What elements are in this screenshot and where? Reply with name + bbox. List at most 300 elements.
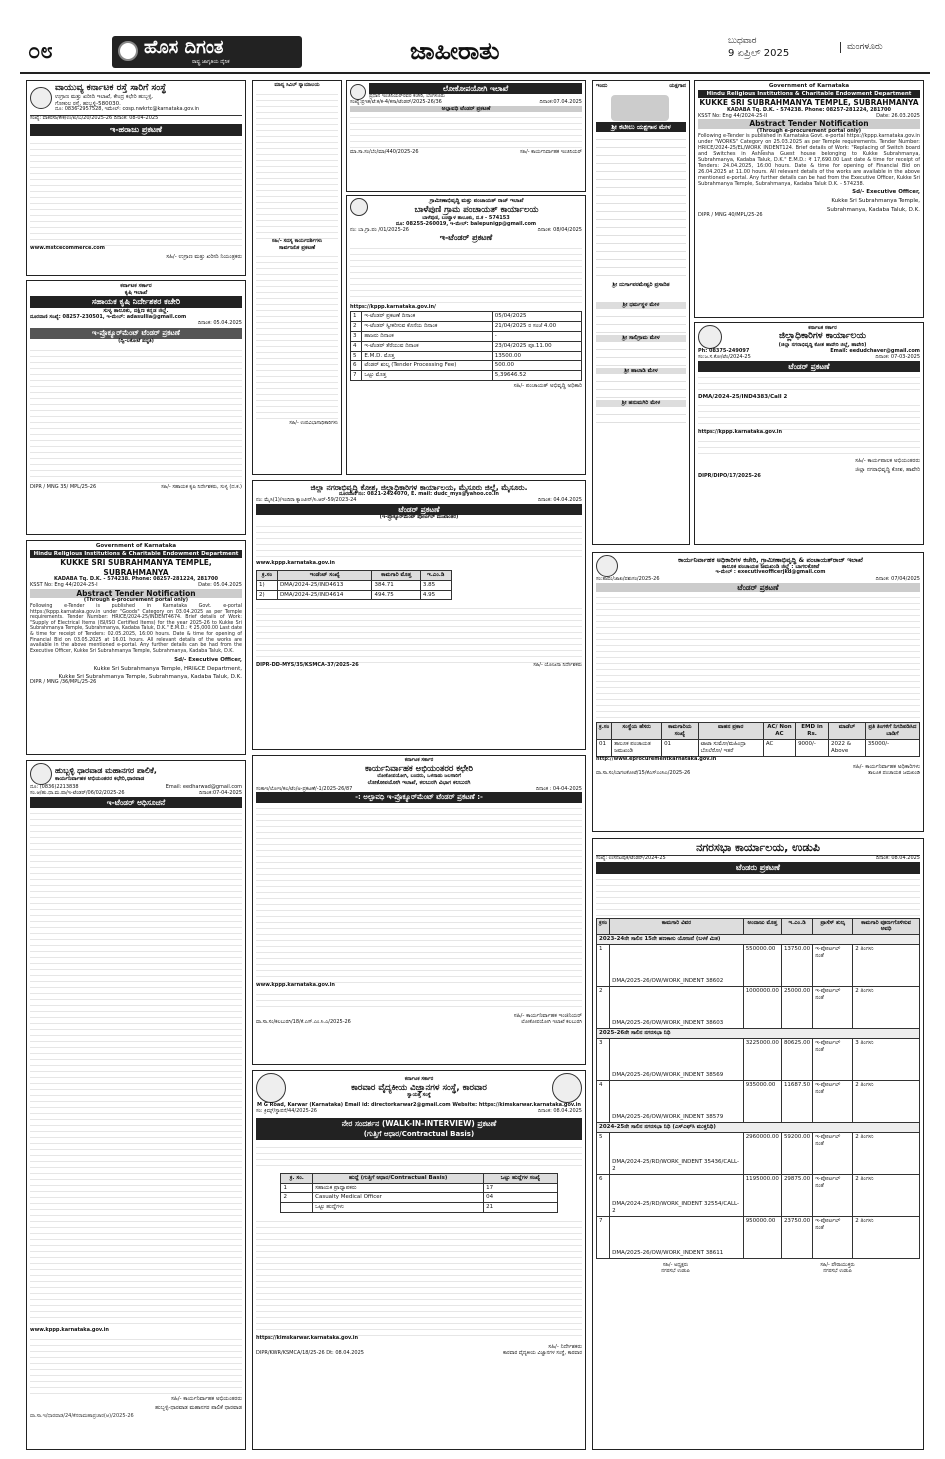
ad-body [256, 521, 582, 561]
table-cell: 550000.00 [743, 945, 781, 987]
table-cell: 384.71 [372, 580, 420, 590]
ad-signature-line2: ಲೋಕೋಪಯೋಗಿ ಇಲಾಖೆ ಕಲಬುರಗಿ [521, 1018, 582, 1025]
kukke-temple-goods-tender-ad [26, 540, 246, 755]
commissioner-office: ನಗರಸಭೆ ಉಡುಪಿ [823, 1267, 852, 1274]
table-cell: 3 [351, 331, 362, 341]
ad-date: ದಿನಾಂಕ: 08.04.2025 [875, 854, 920, 861]
table-cell: 01 [662, 739, 699, 756]
table-cell: 23750.00 [781, 1216, 812, 1258]
table-cell: AC [763, 739, 795, 756]
notice-heading: -: ಅಲ್ಪಾವಧಿ ಇ-ಪ್ರೊಕ್ಯೂರ್‌ಮೆಂಟ್ ಟೆಂಡರ್ ಪ್ರಕಟಣೆ :- [256, 792, 582, 803]
table-cell: 21 [484, 1203, 557, 1213]
table-cell: 21/04/2025 ರ ಸಂಜೆ 4.00 [492, 321, 581, 331]
table-cell: ಇ-ಟೆಂಡರ್ ಪ್ರಕಟಣೆ ದಿನಾಂಕ [362, 312, 492, 322]
ad-footer: ವಾ.ಸಾ.ಸಂ/ಬಾಗಲಕೋಟೆ/15/ಕೆಎಸ್‌ಎಂಸಿಎ/2025-26 [596, 770, 691, 777]
notice-subheading: (ಇ-ಪ್ರೊಕ್ಯೂರ್‌ಮೆಂಟ್ ಪೋರ್ಟಲ್ ಮುಖಾಂತರ) [379, 514, 459, 521]
table-cell: 2 ತಿಂಗಳು [853, 987, 920, 1029]
table-cell: 500.00 [492, 361, 581, 371]
troupe-item-4: ಶ್ರೀ ಹಾಲಾಡಿ ಮೇಳ [596, 368, 686, 375]
masthead [20, 36, 930, 72]
notice-heading: ಇ-ಪ್ರೊಕ್ಯೂರ್‌ಮೆಂಟ್ ಟೆಂಡರ್ ಪ್ರಕಟಣೆ [30, 328, 242, 339]
notice-subheading: (ದ್ವಿ-ಲಕೋಟೆ ಪದ್ಧತಿ) [118, 338, 154, 345]
ad-title: ಲೋಕೋಪಯೋಗಿ ಇಲಾಖೆ [369, 83, 582, 94]
table-cell: DMA/2024-25/RD/WORK_INDENT 32554/CALL-2 [610, 1174, 744, 1216]
balepuni-gp-tender-ad [346, 195, 586, 475]
table-header-cell: ಕಾಮಗಾರಿ ಮೊತ್ತ [372, 570, 420, 580]
table-header-cell: ಇಂಡೆಂಟ್ ಸಂಖ್ಯೆ [277, 570, 372, 580]
ad-date: ದಿನಾಂಕ: 08/04/2025 [537, 226, 582, 233]
notice-heading: Abstract Tender Notification [698, 119, 920, 128]
notice-heading: ನೇರ ಸಂದರ್ಶನ (WALK-IN-INTERVIEW) ಪ್ರಕಟಣೆ [256, 1118, 582, 1129]
works-tender-table [596, 918, 920, 1259]
ad-subtitle: KADABA Tq. D.K. - 574238. Phone: 08257-281224, 281700 [727, 106, 891, 113]
notice-heading: ಟೆಂಡರ್ ಪ್ರಕಟಣೆ [256, 504, 582, 515]
table-header-cell: ವಾಹನ ಪ್ರಕಾರ [698, 723, 763, 740]
ad-subtitle-2: ಲೋಕೋಪಯೋಗಿ ಇಲಾಖೆ, ಕಲಬುರಗಿ ವಿಭಾಗ ಕಲಬುರಗಿ [367, 780, 471, 787]
table-cell: 1) [257, 580, 278, 590]
ad-subtitle: ತಾಲೂಕ ಪಂಚಾಯತ ಜಮಖಂಡಿ ಜಿಲ್ಲೆ : ಬಾಗಲಕೋಟೆ [721, 563, 820, 570]
table-cell: 3.85 [420, 580, 451, 590]
ad-body [256, 803, 582, 983]
table-cell: 80625.00 [781, 1039, 812, 1081]
masthead-rule [20, 72, 930, 74]
table-header-cell: ಪ್ರತಿ ತಿಂಗಳಿಗೆ ನಿಗದಿಪಡಿಸಿದ ಬಾಡಿಗೆ [865, 723, 919, 740]
ad-signature: ಸಹಿ/- ಕಾರ್ಯನಿರ್ವಾಹಕ ಇಂಜಿನಿಯರ್ [519, 149, 582, 156]
ad-title: KUKKE SRI SUBRAHMANYA TEMPLE, SUBRAHMANYA [699, 98, 919, 108]
table-header-cell: AC/ Non AC [763, 723, 795, 740]
table-cell: DMA/2025-26/OW/WORK_INDENT 38602 [610, 945, 744, 987]
table-cell: ಇ-ಪೋರ್ಟಲ್ ನಂತೆ [813, 1039, 853, 1081]
table-group-row [597, 1029, 920, 1039]
table-cell: E.M.D. ಮೊತ್ತ [362, 351, 492, 361]
table-cell: 935000.00 [743, 1081, 781, 1123]
table-cell: 1 [351, 312, 362, 322]
table-cell: ಇ-ಪೋರ್ಟಲ್ ನಂತೆ [813, 1132, 853, 1174]
ad-subtitle: ಪ್ರಧಾನ ಇಂಜಿನಿಯರ್‌ರವರ ಕಚೇರಿ, ಬೆಂಗಳೂರು [369, 93, 445, 100]
ad-ref: ಸಂ: ಕ್ರಿಮ್ಸ್/ಸ್ಥಾಪನೆ/44/2025-26 [256, 1107, 317, 1114]
notice-heading: ಇ-ಹರಾಜು ಪ್ರಕಟಣೆ [30, 124, 242, 136]
ad-title: ಜಿಲ್ಲಾ ನಗರಾಭಿವೃದ್ಧಿ ಕೋಶ, ಜಿಲ್ಲಾಧಿಕಾರಿಗಳ ಕಾರ್ಯಾಲಯ, ಮೈಸೂರು ಜಿಲ್ಲೆ, ಮೈಸೂರು. [310, 483, 528, 492]
ad-email: ಇ-ಮೇಲ್ : executiveofficerjkd@gmail.com [715, 569, 826, 576]
ad-email: Email: eedharwad@gmail.com [165, 784, 242, 790]
table-row [281, 1183, 557, 1193]
table-header-cell: ಕ್ರ.ಸಂ [257, 570, 278, 580]
table-cell: 2 ತಿಂಗಳು [853, 1132, 920, 1174]
govt-emblem-icon [698, 325, 722, 349]
table-cell: 3225000.00 [743, 1039, 781, 1081]
notice-heading: ಸಾರ್ವಜನಿಕ ಪ್ರಕಟಣೆ [278, 244, 316, 251]
table-cell: ಟಾಟಾ ಸುಮೋ/ಮಹಿಂದ್ರಾ ಬೊಲೆರೋ/ ಇತರೆ [698, 739, 763, 756]
table-header-cell: ಕಾಮಗಾರಿ ವಿವರ [610, 918, 744, 935]
ad-body [30, 345, 242, 485]
table-group-label: 2024-25ನೇ ಸಾಲಿನ ನಗರಸಭಾ ನಿಧಿ (ಎಸ್‌ಎಫ್‌ಸಿ ಮುಕ್ತನಿಧಿ) [597, 1123, 920, 1133]
ad-title: ವಾಯುವ್ಯ ಕರ್ನಾಟಕ ರಸ್ತೆ ಸಾರಿಗೆ ಸಂಸ್ಥೆ [55, 83, 167, 93]
table-header-cell: ಅಂದಾಜು ಮೊತ್ತ [743, 918, 781, 935]
ad-govt: Government of Karnataka [95, 543, 177, 549]
ad-body [350, 243, 582, 305]
ad-email: Email: eedudchaver@gmail.com [830, 348, 920, 354]
table-cell: 4 [597, 1081, 610, 1123]
table-cell: 6 [351, 361, 362, 371]
haveri-dudc-tender-ad [694, 322, 924, 545]
kukke-temple-works-tender-ad [694, 80, 924, 318]
table-cell: ಇ-ಪೋರ್ಟಲ್ ನಂತೆ [813, 987, 853, 1029]
table-cell: DMA/2025-26/OW/WORK_INDENT 38569 [610, 1039, 744, 1081]
ad-date: ದಿನಾಂಕ: 08.04.2025 [537, 1107, 582, 1114]
troupe-item-1: ಶ್ರೀ ದುರ್ಗಾಪರಮೇಶ್ವರಿ ಪ್ರಸಾದಿತ [612, 281, 670, 288]
section-title: ಜಾಹೀರಾತು [410, 37, 500, 65]
commissioner-signature: ಸಹಿ/- ಪೌರಾಯುಕ್ತರು [820, 1261, 855, 1268]
ad-govt: Government of Karnataka [768, 83, 850, 89]
ad-body [256, 1142, 582, 1170]
table-row [257, 590, 452, 600]
notice-heading: ಟೆಂಡರು ಪ್ರಕಟಣೆ [596, 862, 920, 874]
yakshagana-listing [592, 80, 690, 545]
ad-ref: ಸಂಖ್ಯೆ: ವಾಕರಸಾ/ಕೇಕ/ಉ/ಖ/ಬ/20/2025-26 ದಿನಾಂಕ: 08-04-2025 [30, 115, 242, 122]
ad-body-tail [256, 603, 582, 663]
ad-title: ಕಾರ್ಯನಿರ್ವಾಹಕ ಅಧಿಕಾರಿಗಳ ಕಚೇರಿ, ಗ್ರಾಮೀಣಾಭಿವೃದ್ಧಿ & ಪಂಚಾಯತ್‌ರಾಜ್ ಇಲಾಖೆ [678, 555, 863, 564]
table-cell: 2) [257, 590, 278, 600]
notice-heading: ಅಲ್ಪಾವಧಿ ಟೆಂಡರ್ ಪ್ರಕಟಣೆ [350, 106, 582, 113]
tender-schedule-table [350, 311, 582, 381]
paper-logo [112, 36, 302, 68]
troupe-title: ಶ್ರೀ ಕಟೀಲು ಯಕ್ಷಗಾನ ಮೇಳ [596, 122, 686, 132]
dipr-number: DIPR/DIPO/17/2025-26 [698, 472, 761, 479]
troupe-item-5: ಶ್ರೀ ಹನುಮಗಿರಿ ಮೇಳ [596, 400, 686, 407]
table-row [281, 1193, 557, 1203]
table-cell: 2 ತಿಂಗಳು [853, 1174, 920, 1216]
ad-phone: ದೂ: (0836)2213838 [30, 784, 79, 790]
table-cell: 6 [597, 1174, 610, 1216]
ad-ref: ಸಂಖ್ಯೆ:ಪ್ರಇಕ/ಟೆ:ಕ/ಕ-4/ಕಸಾ/ಟೆಂಡರ್/2025-26/36 [350, 99, 442, 106]
table-cell: ಇ-ಟೆಂಡರ್ ತೆರೆಯುವ ದಿನಾಂಕ [362, 341, 492, 351]
table-cell: ಸಹಾಯಕ ಪ್ರಾಧ್ಯಾಪಕರು [313, 1183, 484, 1193]
ad-body: Following e-Tender is published in Karnataka Govt. e-portal https://kppp.karnataka.gov.in under "WORKS" Category on 25.03.2025 as per Temple requirements. Tender Number: HRICE/2024-25/EL/WORK_INDENT124. Brief details of Work: "Replacing of Switch board and Switches in Ashlesha Guest house belonging to Kukke Subrahmanya, Subrahmanya, Kadaba Taluk, D.K." E.M.D.: ₹ 17,690.00 Last date & time for receipt of Tenders: 24.04.2025, 16:00 hours. Date & time for opening of Financial Bid on 26.04.2025 at 11.00 hours. All relevant details of the works are available in the above mentioned e-portal. Any further details can be had from the Executive Officer, Kukke Sri Subrahmanya Temple, Subrahmanya, Kadaba Taluk D.K. - 574238. [698, 133, 920, 187]
table-cell: 11687.50 [781, 1081, 812, 1123]
govt-emblem-icon [350, 84, 366, 100]
ad-phone: ದೂರವಾಣಿ ಸಂಖ್ಯೆ: 08257-230501, ಇ-ಮೇಲ್: adasullia@gmail.com [30, 313, 187, 320]
ad-title-2: ಬಾಳೆಪುಣಿ ಗ್ರಾಮ ಪಂಚಾಯತ್ ಕಾರ್ಯಾಲಯ [414, 204, 539, 215]
ad-subtitle: ಬಾಳೆಪುಣಿ, ಬಂಟ್ವಾಳ ತಾಲೂಕು, ದ.ಕ - 574153 [422, 215, 510, 221]
ad-ref: ಸಂ:ತಾಪಂ/ಜಾಖ/ಪಶುಸಂ/2025-26 [596, 576, 660, 582]
ad-signature-line3: Kukke Sri Subrahmanya Temple, Subrahmanya, Kadaba Taluk, D.K. [58, 673, 242, 680]
institute-site-link[interactable]: https://kimskarwar.karnataka.gov.in [256, 1335, 359, 1342]
logo-emblem-icon [118, 41, 138, 61]
tender-site-link[interactable]: https://kppp.karnataka.gov.in [698, 429, 783, 436]
table-header-cell: ಕ್ರಸಂ [597, 918, 610, 935]
table-cell: ತಾಲೂಕ ಪಂಚಾಯತ ಜಮಖಂಡಿ [612, 739, 662, 756]
table-row [597, 987, 920, 1029]
table-cell: 05/04/2025 [492, 312, 581, 322]
hdmc-logo-icon [30, 763, 52, 785]
table-group-label: 2023-24ನೇ ಸಾಲಿನ 15ನೇ ಹಣಕಾಸು ಯೋಜನೆ (ಬಳಕೆ ಮಿತ) [597, 935, 920, 945]
ad-subtitle: ಸುಳ್ಯ ತಾಲೂಕು, ದಕ್ಷಿಣ ಕನ್ನಡ ಜಿಲ್ಲೆ. [103, 308, 169, 315]
ad-phone: ದೂರವಾಣಿ ನಂ: 0821-2424070, E. mail: dudc_mys@yahoo.co.in [338, 491, 499, 498]
table-cell: 5,39646.52 [492, 371, 581, 381]
govt-emblem-icon [596, 555, 618, 577]
ad-heading: ಮಾನ್ಯ ಸಿವಿಲ್ ನ್ಯಾಯಾಲಯ [274, 82, 320, 88]
ad-body: Following e-Tender is published in Karnataka Govt. e-portal https://kppp.karnataka.gov.in under "Goods" Category on 03.04.2025 as per Temple requirements. Tender Number: HRICE/2024-25/INDENT4674. Brief details of Work: "Supply of Electrical Items (ISI/ISO Certified Items) for the year 2025-26 to Kukke Sri Subrahmanya Temple, Subrahmanya, Kadaba Taluk, D.K." E.M.D.: ₹ 25,000.00 Last date & time for receipt of Tenders: 02.05.2025, 16:00 hours. Date & time for opening of Financial Bid on 03.05.2025 at 16.01 hours. All relevant details of the works are available in the above mentioned e-portal. Any further details can be had from the Executive Officer, Kukke Sri Subrahmanya Temple, Subrahmanya, Kadaba Taluk, D.K. [30, 603, 242, 655]
table-header-row [257, 570, 452, 580]
notice-heading: ಟೆಂಡರ್ ಪ್ರಕಟಣೆ [698, 361, 920, 372]
table-cell: ಇ-ಪೋರ್ಟಲ್ ನಂತೆ [813, 1081, 853, 1123]
table-cell: ಟೆಂಡರ್ ಶುಲ್ಕ (Tender Processing Fee) [362, 361, 492, 371]
ad-ref: ಸಂಖ್ಯೆ: ಉಸನಟಪುಕ/ಟೆಂಡರ್/2024-25 [596, 854, 666, 861]
court-notice-ad [252, 80, 342, 475]
ad-signature: Sd/- Executive Officer, [174, 656, 242, 663]
ad-ref: ದಿನಾಂಕ: 05.04.2025 [197, 319, 242, 326]
table-cell: 2 ತಿಂಗಳು [853, 1216, 920, 1258]
dipr-number: DIPR / MNG /36/MPL/25-26 [30, 679, 97, 686]
table-cell: DMA/2025-26/OW/WORK_INDENT 38611 [610, 1216, 744, 1258]
notice-heading: Abstract Tender Notification [30, 589, 242, 598]
table-header-cell: ಕ್ರ.ಸಂ [597, 723, 612, 740]
table-cell: ಇ-ಪೋರ್ಟಲ್ ನಂತೆ [813, 945, 853, 987]
table-cell: ಒಟ್ಟು ಮೊತ್ತ [362, 371, 492, 381]
table-cell: - [492, 331, 581, 341]
table-row [597, 1174, 920, 1216]
ad-date: Date: 26.03.2025 [876, 112, 920, 119]
ad-subtitle: ಸ್ವಾಯತ್ತ ಸಂಸ್ಥೆ [407, 1092, 431, 1099]
table-cell: 7 [597, 1216, 610, 1258]
table-cell: 1 [597, 945, 610, 987]
paper-tagline: ರಾಷ್ಟ್ರ ಜಾಗೃತಿಯ ದೈನಿಕ [192, 59, 230, 65]
ad-title: KUKKE SRI SUBRAHMANYA TEMPLE, SUBRAHMANYA [60, 558, 212, 577]
ad-signature-line2: Kukke Sri Subrahmanya Temple, HRI&CE Department, [93, 665, 242, 672]
chairperson-office: ನಗರಸಭೆ ಉಡುಪಿ [661, 1267, 690, 1274]
ad-signature: ಸಹಿ/- ಸಹಾಯಕ ಕೃಷಿ ನಿರ್ದೇಶಕರು, ಸುಳ್ಯ (ದ.ಕ.) [161, 483, 242, 490]
table-row [281, 1203, 557, 1213]
ad-footer: ಸಹಿ/- ಉಪವಿಭಾಗಾಧಿಕಾರಿಗಳು [289, 420, 338, 427]
ad-date: ದಿನಾಂಕ: 04.04.2025 [537, 497, 582, 504]
ad-signature: ಸಹಿ/- ಉಗ್ರಾಣ ಮತ್ತು ಖರೀದಿ ನಿಯಂತ್ರಕರು [166, 253, 242, 260]
table-cell: 1 [281, 1183, 313, 1193]
ad-signature: ಸಹಿ/- ಕಾರ್ಯನಿರ್ವಾಹಕ ಇಂಜಿನಿಯರ್ [513, 1012, 582, 1019]
ad-govt: ಕರ್ನಾಟಕ ಸರ್ಕಾರ [120, 283, 152, 289]
table-row [351, 351, 582, 361]
ad-dept: Hindu Religious Institutions & Charitable Endowment Department [30, 550, 242, 559]
table-cell: 5 [351, 351, 362, 361]
ad-body-2 [698, 400, 920, 430]
ad-signature-line2: ಜಿಲ್ಲಾ ನಗರಾಭಿವೃದ್ಧಿ ಕೋಶ, ಹಾವೇರಿ [855, 467, 920, 474]
ad-signature: ಸಹಿ/- ಕಾರ್ಯಪಾಲಕ ಅಭಿಯಂತರರು [855, 458, 920, 465]
troupe-venue-3 [596, 342, 686, 368]
table-header-row [597, 918, 920, 935]
ad-govt: ಕರ್ನಾಟಕ ಸರ್ಕಾರ [404, 757, 434, 763]
table-cell: 59200.00 [781, 1132, 812, 1174]
jamakhandi-tp-tender-ad [592, 552, 924, 832]
table-cell: 13500.00 [492, 351, 581, 361]
ad-signature: ಸಹಿ/- ಯೋಜನಾ ನಿರ್ದೇಶಕರು [533, 662, 582, 669]
table-cell: DMA/2024-25/IND4613 [277, 580, 372, 590]
table-row [351, 331, 582, 341]
table-row [597, 1039, 920, 1081]
ad-address: ಗೋಕುಲ ರಸ್ತೆ, ಹುಬ್ಬಳ್ಳಿ-580030. [55, 100, 121, 107]
mysuru-dudc-tender-ad [252, 480, 586, 750]
issue-date: 9 ಏಪ್ರಿಲ್ 2025 [728, 48, 790, 59]
nwkrtc-logo-icon [30, 87, 52, 109]
table-cell: 23/04/2025 ಪೂ.11.00 [492, 341, 581, 351]
table-cell: 35000/- [865, 739, 919, 756]
ad-phone: ದೂ: 08255-260019, ಇ-ಮೇಲ್: balepunigp@gmail.com [395, 220, 537, 227]
yakshagana-label: ಯಕ್ಷಗಾನ [669, 83, 686, 89]
troupe-venue-5 [596, 407, 686, 423]
ad-body-tail [256, 1216, 582, 1336]
table-cell: ಒಟ್ಟು ಹುದ್ದೆಗಳು [313, 1203, 484, 1213]
indent-table [256, 570, 452, 601]
ad-footer: ವಾ.ಸಾ.ಸಂ/ಕಲಬುರಗಿ/18/ಕೆ.ಎಸ್.ಎಂ.ಸಿ.ಎ/2025-26 [256, 1018, 351, 1025]
table-cell: 2 [351, 321, 362, 331]
troupe-item-2: ಶ್ರೀ ಧರ್ಮಸ್ಥಳ ಮೇಳ [596, 302, 686, 309]
table-group-row [597, 1123, 920, 1133]
table-cell: DMA/2025-26/OW/WORK_INDENT 38603 [610, 987, 744, 1029]
table-cell: 1000000.00 [743, 987, 781, 1029]
table-cell: DMA/2024-25/IND4614 [277, 590, 372, 600]
kalaburagi-pwd-tender-ad [252, 755, 586, 1065]
ad-body [30, 138, 242, 246]
ad-signature-line2: Kukke Sri Subrahmanya Temple, [831, 198, 920, 205]
notice-heading: ಟೆಂಡರ್ ಪ್ರಕಟಣೆ [596, 583, 920, 592]
ad-title: ನಗರಸಭಾ ಕಾರ್ಯಾಲಯ, ಉಡುಪಿ [596, 841, 920, 856]
ad-signature-line2: ತಾಲೂಕ ಪಂಚಾಯತ ಜಮಖಂಡಿ [868, 770, 920, 777]
table-cell: 3 ತಿಂಗಳು [853, 1039, 920, 1081]
udupi-cmc-tender-ad [592, 838, 924, 1450]
ad-footer: DIPR/KWR/KSMCA/18/25-26 Dt: 08.04.2025 [256, 1349, 364, 1356]
ad-title: ಹುಬ್ಬಳ್ಳಿ ಧಾರವಾಡ ಮಹಾನಗರ ಪಾಲಿಕೆ, [55, 765, 157, 775]
yakshagana-artwork [611, 95, 669, 121]
ad-body-3 [698, 436, 920, 456]
table-cell: 2 ತಿಂಗಳು [853, 945, 920, 987]
table-cell: 25000.00 [781, 987, 812, 1029]
table-row [597, 1132, 920, 1174]
table-cell: 13750.00 [781, 945, 812, 987]
table-cell [281, 1203, 313, 1213]
ad-date: ದಿನಾಂಕ : 04-04-2025 [535, 785, 582, 792]
kims-karwar-interview-ad [252, 1070, 586, 1450]
ad-subtitle: (ಜಿಲ್ಲಾ ನಗರಾಭಿವೃದ್ಧಿ ಕೋಶ ಹಾವೇರಿ ಜಿಲ್ಲೆ, ಹಾವೇರಿ) [778, 341, 867, 348]
table-header-cell: ಕ್ರ. ಸಂ. [281, 1173, 313, 1183]
ad-govt: ಕರ್ನಾಟಕ ಸರ್ಕಾರ [404, 1075, 434, 1082]
table-header-cell: ಒಟ್ಟು ಹುದ್ದೆಗಳ ಸಂಖ್ಯೆ [484, 1173, 557, 1183]
table-cell: 2 [281, 1193, 313, 1203]
ad-title: ಸಹಾಯಕ ಕೃಷಿ ನಿರ್ದೇಶಕರ ಕಚೇರಿ [30, 296, 242, 308]
troupe-venue-4 [596, 374, 686, 400]
ad-signature: ಸಹಿ/- ಕಾರ್ಯನಿರ್ವಾಹಕ ಅಧಿಕಾರಿಗಳು [852, 764, 920, 771]
table-cell: DMA/2025-26/OW/WORK_INDENT 38579 [610, 1081, 744, 1123]
table-row [351, 371, 582, 381]
table-group-row [597, 935, 920, 945]
kims-logo-icon [256, 1073, 286, 1103]
table-cell: 494.75 [372, 590, 420, 600]
ad-title: ಕಾರ್ಯನಿರ್ವಾಹಕ ಅಭಿಯಂತರರ ಕಛೇರಿ [365, 763, 473, 774]
table-row [351, 321, 582, 331]
page-number: ೦೮ [28, 39, 53, 64]
table-header-cell: ಹುದ್ದೆ (ಗುತ್ತಿಗೆ ಆಧಾರ/Contractual Basis) [313, 1173, 484, 1183]
ad-body [30, 808, 242, 1328]
tender-site-link[interactable]: https://kppp.karnataka.gov.in/ [350, 304, 436, 311]
ad-signature-line3: Subrahmanya, Kadaba Taluk, D.K. [826, 206, 920, 213]
ad-ref: ನಂ: ಮೈಸಿ(1)/ಇಂದಿರಾ ಕ್ಯಾಂಟೀನ್/ಸಿ.ಆರ್-59/2023-24 [256, 497, 357, 504]
ad-ref: ಸಂಕಾಇ/ಲೋಇ/ಕಲ/ಟೆಂ/ಅ-ಪ್ರಕಟಣೆ/-1/2025-26/87 [256, 785, 353, 792]
ad-phone: ದೂ: 0836-2957528, ಇಮೇಲ್: cosp.nwkrtc@karnataka.gov.in [55, 106, 200, 113]
table-row [597, 945, 920, 987]
table-cell: 950000.00 [743, 1216, 781, 1258]
table-cell: 4.95 [420, 590, 451, 600]
table-cell: 2022 & Above [829, 739, 866, 756]
table-row [351, 361, 582, 371]
table-header-cell: EMD in Rs. [796, 723, 829, 740]
vehicle-tender-table [596, 722, 920, 757]
ad-ref: ಸಂ.ಆ/ಹು.ಧಾ.ಮ.ಪಾ/ಇ-ಟೆಂಡರ್/06/02/2025-26 [30, 789, 125, 796]
ad-date: ದಿನಾಂಕ:07-04-2025 [199, 789, 242, 796]
ad-ref: ನಂ: ಬಾ.ಗ್ರಾ.ಪಂ /01/2025-26 [350, 226, 409, 233]
tender-site-link[interactable]: www.kppp.karnataka.gov.in [256, 560, 335, 566]
table-cell: 29875.00 [781, 1174, 812, 1216]
notice-heading: ಇ-ಟೆಂಡರ್ ಅಧಿಸೂಚನೆ [30, 797, 242, 808]
ad-footer: ವಾ.ಸಾ.ಇ/ಧಾರವಾಡ/24/ಕೆನರಾಮಹಾಪ್ರಚಾರ(ಆ)/2025-26 [30, 1413, 134, 1420]
table-header-cell: ಇ.ಎಂ.ಡಿ [420, 570, 451, 580]
table-header-row [281, 1173, 557, 1183]
pwd-short-tender-ad [346, 80, 586, 192]
tender-site-link[interactable]: http://www.eprocurementkarnataka.gov.in [596, 755, 717, 762]
ad-body [596, 592, 920, 722]
table-header-cell: ಮಾಡೆಲ್ [829, 723, 866, 740]
notice-subheading: (Through e-procurement portal only) [756, 127, 862, 134]
tender-site-link[interactable]: www.kppp.karnataka.gov.in [256, 982, 335, 989]
ad-body [350, 112, 582, 150]
troupe-venue-2 [596, 309, 686, 335]
table-cell: 17 [484, 1183, 557, 1193]
table-header-cell: ಸಂಸ್ಥೆಯ ಹೆಸರು [612, 723, 662, 740]
ad-subtitle: KADABA Tq. D.K. - 574238. Phone: 08257-281224, 281700 [54, 576, 218, 583]
ad-body-2 [256, 251, 338, 421]
table-cell: ಇ-ಟೆಂಡರ್ ಸ್ವೀಕರಿಸುವ ಕೊನೆಯ ದಿನಾಂಕ [362, 321, 492, 331]
table-cell: 9000/- [796, 739, 829, 756]
ad-signature: ಸಹಿ/- ಪಂಚಾಯತ್ ಅಭಿವೃದ್ಧಿ ಅಧಿಕಾರಿ [513, 383, 582, 390]
ad-ref: KSST No: Eng 44/2024-25-II [698, 112, 768, 119]
ad-govt: ಕರ್ನಾಟಕ ಸರ್ಕಾರ [808, 324, 837, 331]
today-label: ಇಂದು [596, 83, 608, 89]
ad-signature: ಸಹಿ/- ಸದಸ್ಯ ಕಾರ್ಯದರ್ಶಿಗಳು [271, 237, 323, 244]
ad-footer: ಮಾ.ಸಾ.ಸಂ/ಬೆಂ/ಮಾ/440/2025-26 [350, 149, 419, 156]
tender-site-link[interactable]: www.kppp.karnataka.gov.in [30, 1326, 109, 1333]
table-cell: Casualty Medical Officer [313, 1193, 484, 1203]
posts-table [280, 1173, 557, 1214]
ad-body-tail [30, 1334, 242, 1394]
troupe-item-3: ಶ್ರೀ ಸಾಲಿಗ್ರಾಮ ಮೇಳ [596, 335, 686, 342]
ad-signature-line2: ಹುಬ್ಬಳ್ಳಿ-ಧಾರವಾಡ ಮಹಾನಗರ ಪಾಲಿಕೆ ಧಾರವಾಡ [155, 1404, 242, 1411]
table-cell: 4 [351, 341, 362, 351]
ad-ref: ಸಂ:ಜ.ಸ.ಕೋ/ಟೆಂ/2024-25 [698, 353, 751, 360]
nwkrtc-auction-ad [26, 80, 246, 276]
ad-dept: Hindu Religious Institutions & Charitable Endowment Department [698, 90, 920, 99]
agriculture-tender-ad [26, 280, 246, 535]
table-cell: 2 ತಿಂಗಳು [853, 1081, 920, 1123]
table-cell: ಇ-ಪೋರ್ಟಲ್ ನಂತೆ [813, 1216, 853, 1258]
ad-body [698, 372, 920, 394]
chairperson-signature: ಸಹಿ/- ಅಧ್ಯಕ್ಷರು [662, 1261, 689, 1268]
table-header-row [597, 723, 920, 740]
dipr-number: DIPR / MNG 35/ MPL/25-26 [30, 483, 97, 490]
table-cell: 3 [597, 1039, 610, 1081]
ad-date: Date: 05.04.2025 [198, 581, 242, 588]
table-row [597, 1081, 920, 1123]
auction-site-link[interactable]: www.mstcecommerce.com [30, 244, 105, 251]
table-row [257, 580, 452, 590]
notice-subheading: (ಗುತ್ತಿಗೆ ಆಧಾರ/Contractual Basis) [256, 1129, 582, 1140]
ad-phone: Ph: 08375-249097 [698, 348, 750, 354]
table-header-cell: ಕಾಮಗಾರಿ ಪೂರ್ಣಗೊಳಿಸುವ ಅವಧಿ [853, 918, 920, 935]
